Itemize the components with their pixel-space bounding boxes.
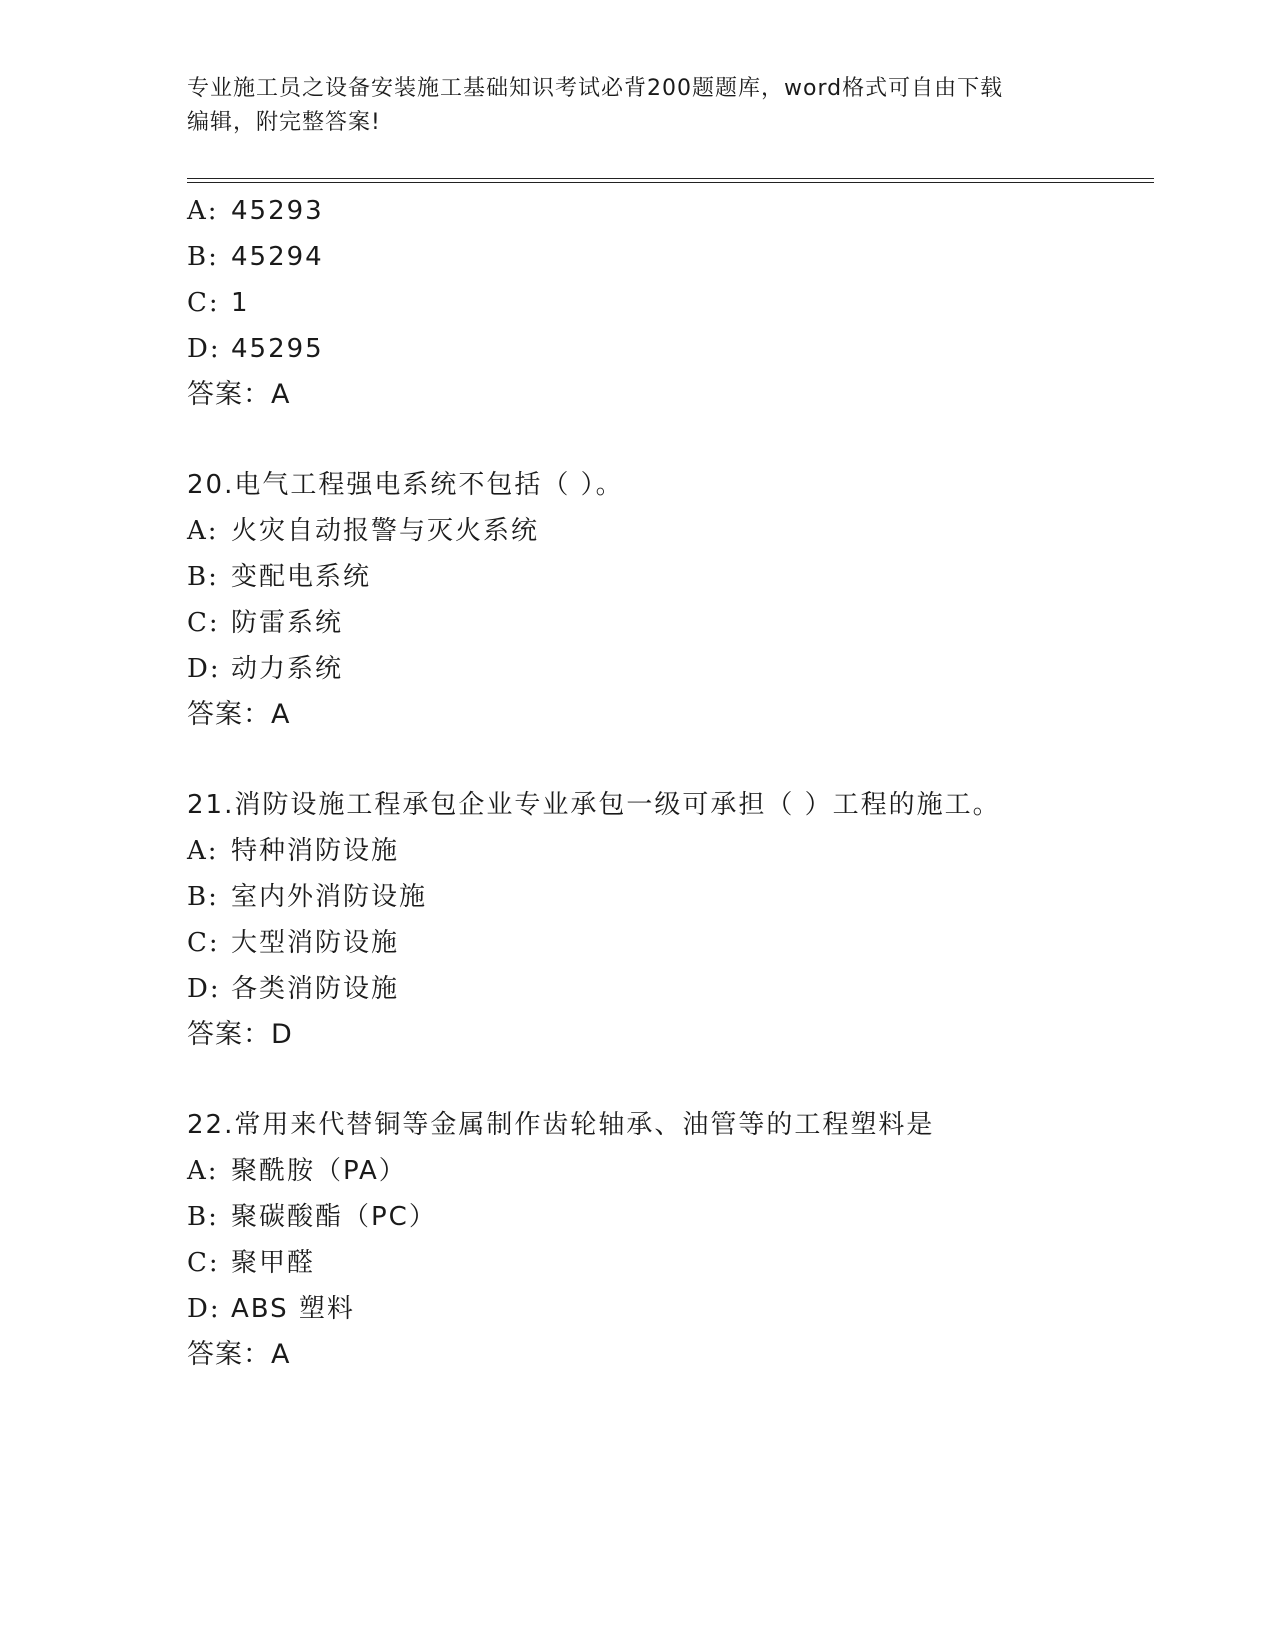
option-letter: C: — [187, 608, 220, 638]
question-text: 21.消防设施工程承包企业专业承包一级可承担（ ）工程的施工。 — [187, 790, 1001, 820]
header-divider-bottom — [187, 182, 1154, 183]
option-letter: A: — [187, 196, 219, 226]
option-text: ABS 塑料 — [231, 1294, 355, 1324]
option-letter: C: — [187, 1248, 220, 1278]
option-letter: A: — [187, 516, 219, 546]
option-text: 变配电系统 — [231, 562, 372, 592]
option-text: 室内外消防设施 — [231, 882, 428, 912]
question-list — [187, 188, 1147, 1378]
question-block — [187, 782, 1147, 1058]
option-c — [187, 600, 1147, 646]
option-b — [187, 1194, 1147, 1240]
option-d — [187, 646, 1147, 692]
document-header — [187, 72, 1087, 140]
option-text: 防雷系统 — [231, 608, 344, 638]
option-text: 1 — [231, 288, 250, 318]
option-text: 动力系统 — [231, 654, 344, 684]
option-letter: D: — [187, 1294, 221, 1324]
question-block — [187, 188, 1147, 418]
option-text: 大型消防设施 — [231, 928, 400, 958]
option-letter: B: — [187, 242, 219, 272]
option-letter: B: — [187, 882, 219, 912]
option-b — [187, 874, 1147, 920]
option-text: 特种消防设施 — [231, 836, 400, 866]
option-letter: D: — [187, 654, 221, 684]
question-block — [187, 1102, 1147, 1378]
option-d — [187, 1286, 1147, 1332]
header-line-2: 编辑，附完整答案! — [187, 110, 381, 135]
option-letter: B: — [187, 1202, 219, 1232]
option-text: 聚碳酸酯（PC） — [231, 1202, 437, 1232]
option-c — [187, 1240, 1147, 1286]
option-a — [187, 1148, 1147, 1194]
answer-line: 答案：A — [187, 379, 291, 410]
option-c — [187, 920, 1147, 966]
option-text: 各类消防设施 — [231, 974, 400, 1004]
option-b — [187, 554, 1147, 600]
question-text: 22.常用来代替铜等金属制作齿轮轴承、油管等的工程塑料是 — [187, 1110, 935, 1140]
option-text: 聚甲醛 — [231, 1248, 316, 1278]
option-text: 火灾自动报警与灭火系统 — [231, 516, 540, 546]
option-letter: A: — [187, 1156, 219, 1186]
answer-line: 答案：D — [187, 1019, 293, 1050]
question-text: 20.电气工程强电系统不包括（ ）。 — [187, 470, 624, 500]
option-text: 45295 — [231, 334, 324, 364]
option-letter: D: — [187, 974, 221, 1004]
option-d — [187, 966, 1147, 1012]
option-a — [187, 508, 1147, 554]
option-letter: C: — [187, 288, 220, 318]
option-letter: A: — [187, 836, 219, 866]
option-d — [187, 326, 1147, 372]
header-line-1: 专业施工员之设备安装施工基础知识考试必背200题题库，word格式可自由下载 — [187, 76, 1004, 101]
option-text: 聚酰胺（PA） — [231, 1156, 407, 1186]
option-b — [187, 234, 1147, 280]
option-letter: D: — [187, 334, 221, 364]
option-a — [187, 828, 1147, 874]
option-a — [187, 188, 1147, 234]
option-text: 45294 — [231, 242, 324, 272]
option-text: 45293 — [231, 196, 324, 226]
option-letter: B: — [187, 562, 219, 592]
answer-line: 答案：A — [187, 1339, 291, 1370]
option-c — [187, 280, 1147, 326]
header-divider-top — [187, 178, 1154, 179]
question-block — [187, 462, 1147, 738]
answer-line: 答案：A — [187, 699, 291, 730]
option-letter: C: — [187, 928, 220, 958]
